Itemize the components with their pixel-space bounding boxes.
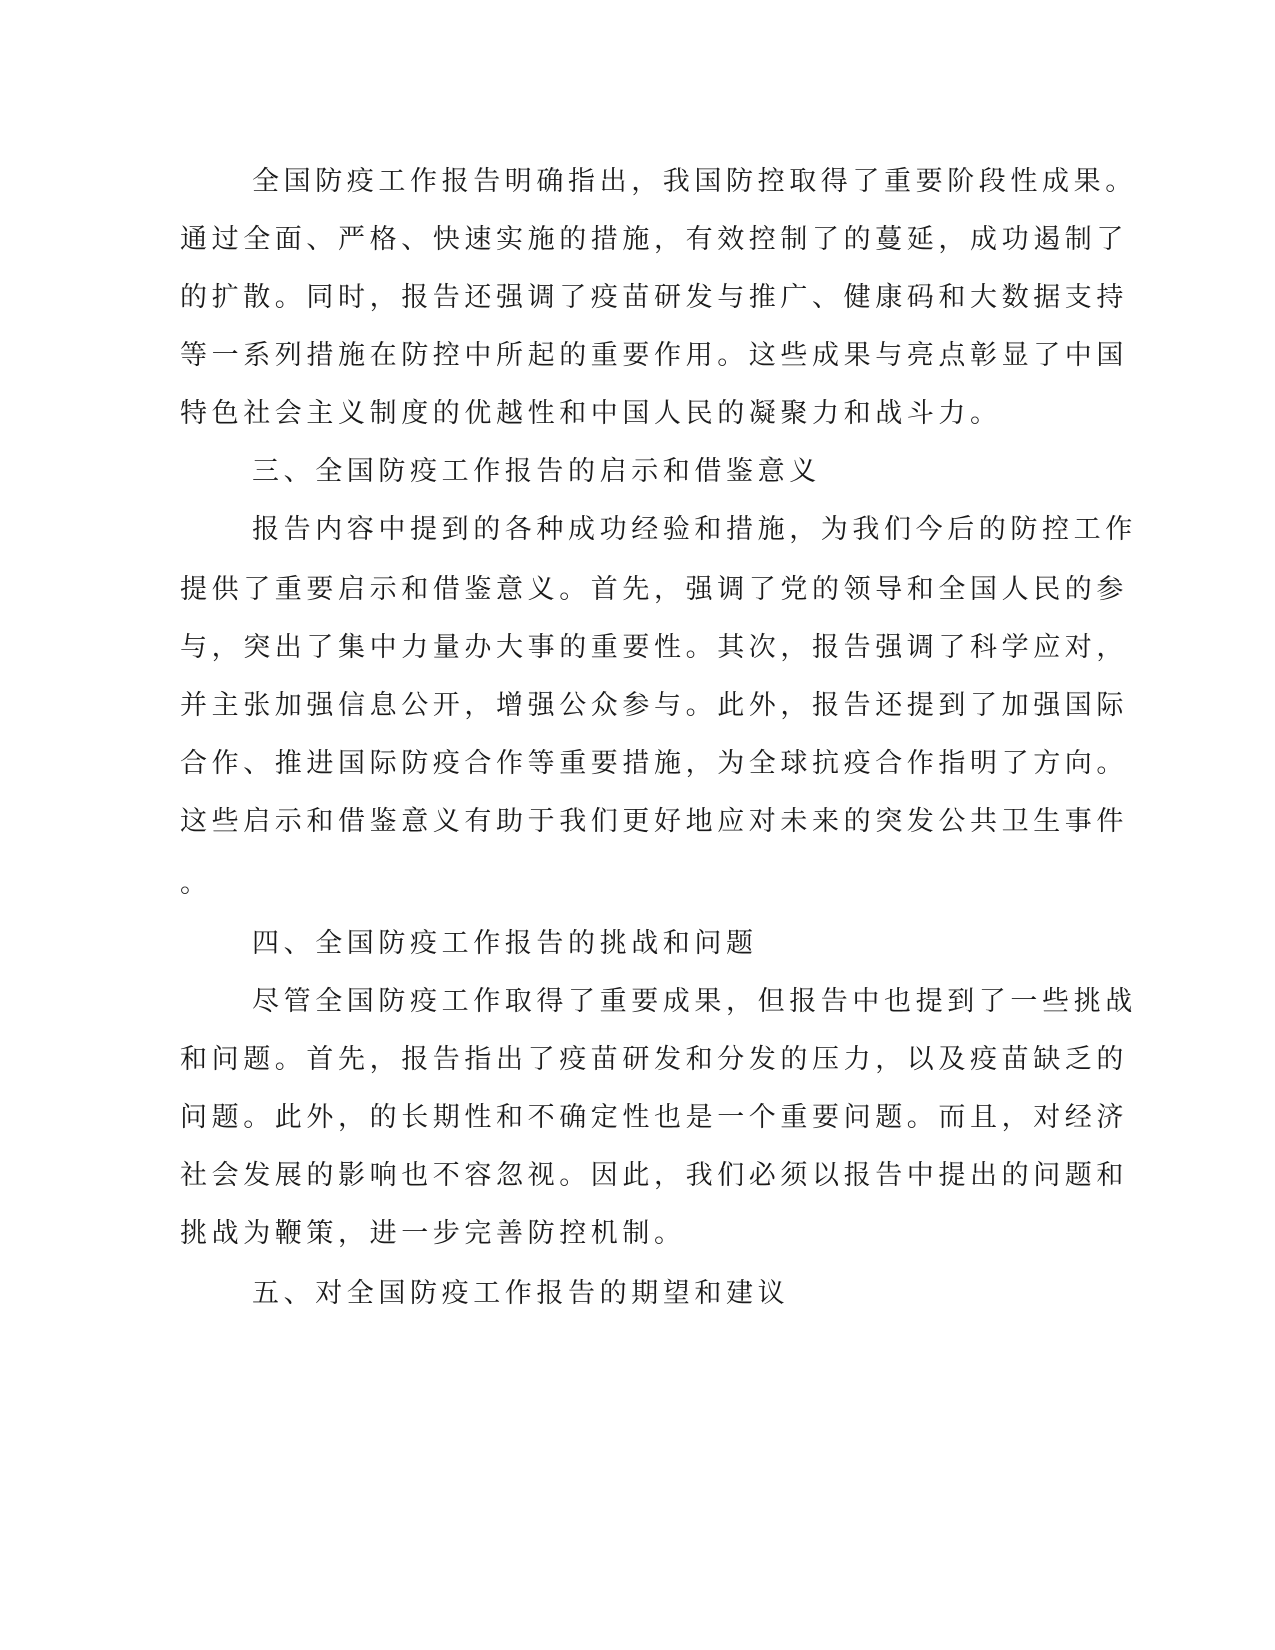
- section-heading: 五、对全国防疫工作报告的期望和建议: [252, 1278, 790, 1309]
- paragraph-line: 全国防疫工作报告明确指出，我国防控取得了重要阶段性成果。: [252, 166, 1137, 197]
- paragraph-line: 挑战为鞭策，进一步完善防控机制。: [180, 1218, 686, 1249]
- paragraph-line: 通过全面、严格、快速实施的措施，有效控制了的蔓延，成功遏制了: [180, 224, 1128, 255]
- paragraph-line: 等一系列措施在防控中所起的重要作用。这些成果与亮点彰显了中国: [180, 340, 1128, 371]
- paragraph-line: 社会发展的影响也不容忽视。因此，我们必须以报告中提出的问题和: [180, 1160, 1128, 1191]
- paragraph-line: 这些启示和借鉴意义有助于我们更好地应对未来的突发公共卫生事件: [180, 806, 1128, 837]
- paragraph-line: 合作、推进国际防疫合作等重要措施，为全球抗疫合作指明了方向。: [180, 748, 1128, 779]
- paragraph-line: 尽管全国防疫工作取得了重要成果，但报告中也提到了一些挑战: [252, 986, 1137, 1017]
- paragraph-line: 与，突出了集中力量办大事的重要性。其次，报告强调了科学应对，: [180, 632, 1128, 663]
- paragraph-line: 报告内容中提到的各种成功经验和措施，为我们今后的防控工作: [252, 514, 1137, 545]
- paragraph-line: 和问题。首先，报告指出了疫苗研发和分发的压力，以及疫苗缺乏的: [180, 1044, 1128, 1075]
- section-heading: 三、全国防疫工作报告的启示和借鉴意义: [252, 456, 821, 487]
- paragraph-line: 特色社会主义制度的优越性和中国人民的凝聚力和战斗力。: [180, 398, 1002, 429]
- section-heading: 四、全国防疫工作报告的挑战和问题: [252, 928, 758, 959]
- paragraph-line: 的扩散。同时，报告还强调了疫苗研发与推广、健康码和大数据支持: [180, 282, 1128, 313]
- paragraph-line: 并主张加强信息公开，增强公众参与。此外，报告还提到了加强国际: [180, 690, 1128, 721]
- paragraph-line: 问题。此外，的长期性和不确定性也是一个重要问题。而且，对经济: [180, 1102, 1128, 1133]
- paragraph-line: 提供了重要启示和借鉴意义。首先，强调了党的领导和全国人民的参: [180, 574, 1128, 605]
- paragraph-line: 。: [180, 868, 212, 899]
